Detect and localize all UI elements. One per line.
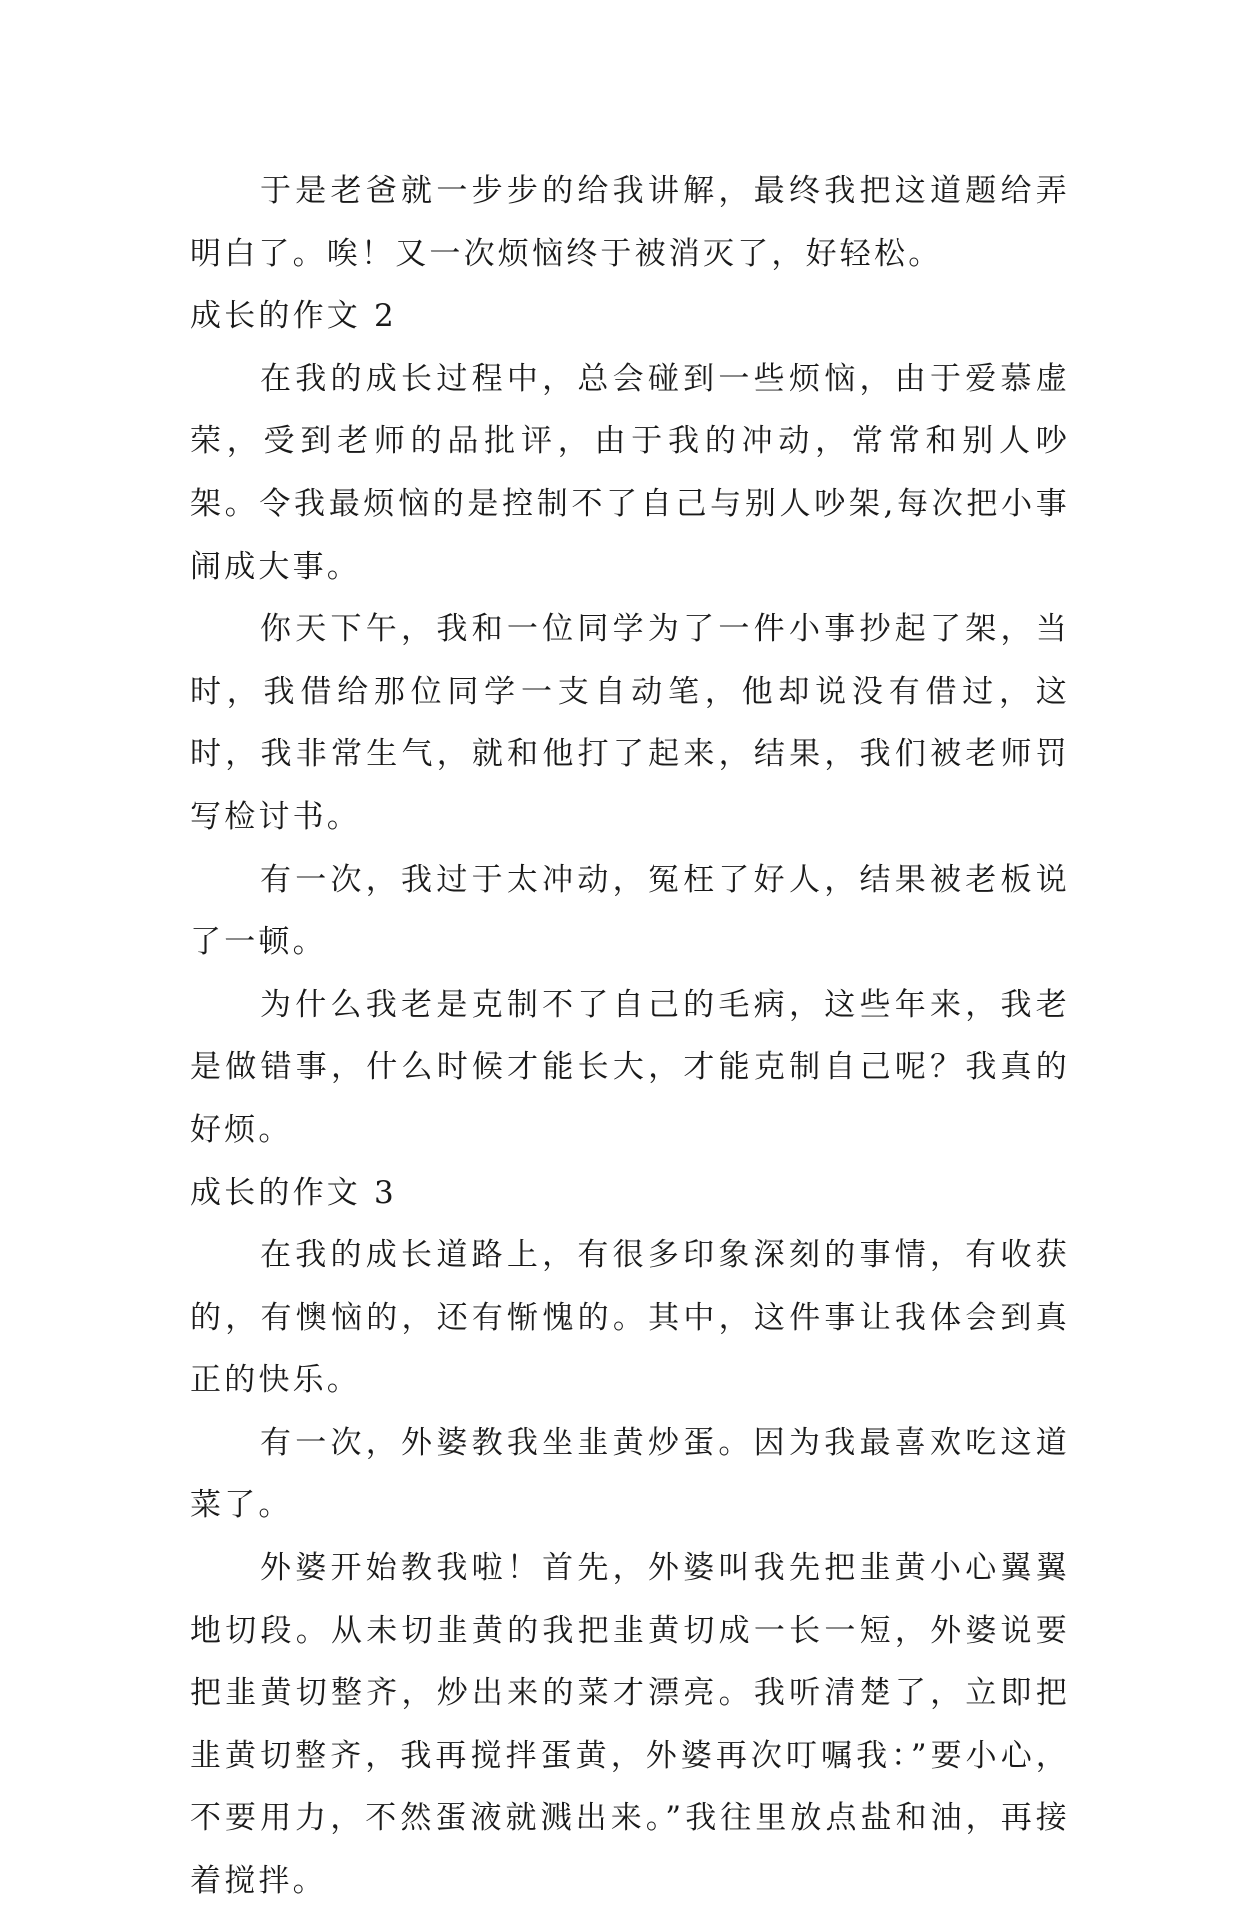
paragraph: 在我的成长过程中，总会碰到一些烦恼，由于爱慕虚荣，受到老师的品批评，由于我的冲动，常常和别人吵架。令我最烦恼的是控制不了自己与别人吵架,每次把小事闹成大事。 (190, 360, 1070, 585)
paragraph: 有一次，外婆教我坐韭黄炒蛋。因为我最喜欢吃这道菜了。 (190, 1424, 1070, 1524)
paragraph: 于是老爸就一步步的给我讲解，最终我把这道题给弄明白了。唉！又一次烦恼终于被消灭了，好轻松。 (190, 173, 1070, 272)
section-heading: 成长的作文 2 (190, 298, 397, 335)
paragraph: 在我的成长道路上，有很多印象深刻的事情，有收获的，有懊恼的，还有惭愧的。其中，这件事让我体会到真正的快乐。 (190, 1237, 1070, 1399)
document-body (190, 160, 1070, 1913)
paragraph: 有一次，我过于太冲动，冤枉了好人，结果被老板说了一顿。 (190, 861, 1070, 961)
paragraph: 外婆开始教我啦！首先，外婆叫我先把韭黄小心翼翼地切段。从未切韭黄的我把韭黄切成一长一短，外婆说要把韭黄切整齐，炒出来的菜才漂亮。我听清楚了，立即把韭黄切整齐，我再搅拌蛋黄，外婆再次叮嘱我：”要小心，不要用力，不然蛋液就溅出来。”我往里放点盐和油，再接着搅拌。 (190, 1550, 1070, 1900)
paragraph: 你天下午，我和一位同学为了一件小事抄起了架，当时，我借给那位同学一支自动笔，他却说没有借过，这时，我非常生气，就和他打了起来，结果，我们被老师罚写检讨书。 (190, 611, 1070, 835)
paragraph: 为什么我老是克制不了自己的毛病，这些年来，我老是做错事，什么时候才能长大，才能克制自己呢？我真的好烦。 (190, 986, 1070, 1148)
section-heading: 成长的作文 3 (190, 1174, 397, 1211)
